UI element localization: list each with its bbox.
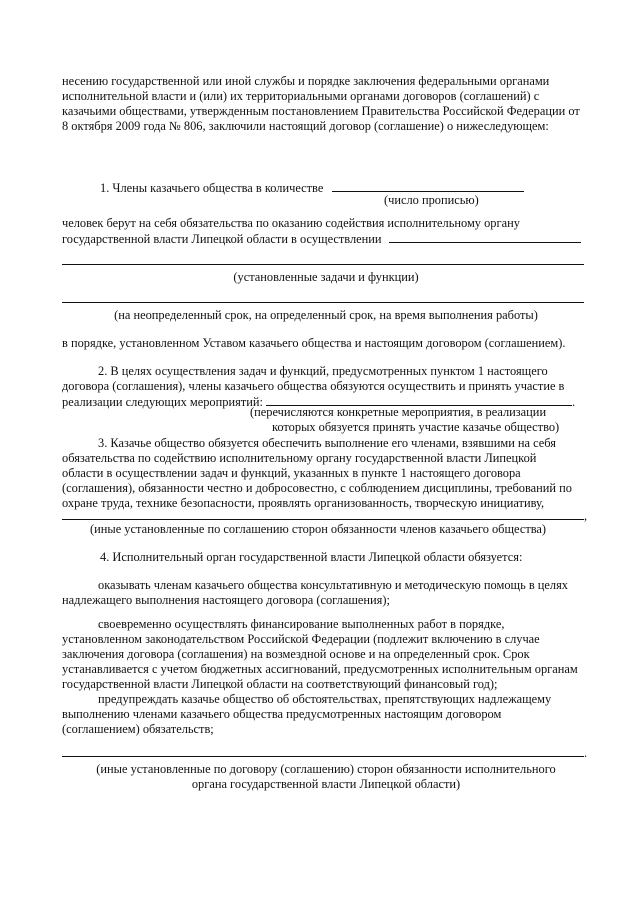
text-line: охране труда, технике безопасности, проявлять организованность, творческую инициативу,: [62, 496, 545, 510]
blank-line: [389, 231, 581, 243]
hint-line: органа государственной власти Липецкой области): [191, 777, 461, 791]
text-line: установленном законодательством Российской Федерации (подлежит включению в случае: [62, 632, 540, 646]
duties-hint: (иные установленные по соглашению сторон обязанности членов казачьего общества): [90, 522, 547, 536]
item-4-c: [62, 692, 590, 737]
text-line: (соглашения), обязанности честно и добросовестно, с соблюдением дисциплины, требований по: [62, 481, 572, 495]
item-4-b: [62, 617, 590, 692]
text-line: реализации следующих мероприятий: .: [62, 395, 576, 409]
obligations-hint: [62, 762, 590, 792]
item-2-paragraph: [62, 364, 590, 410]
text-line: исполнительной власти и (или) их территориальными органами договоров (соглашений) с: [62, 89, 540, 103]
item-1-body: [62, 216, 590, 247]
count-blank: [332, 180, 524, 192]
blank-line: [62, 508, 584, 520]
hint-line: которых обязуется принять участие казачье общество): [272, 420, 560, 434]
item-4-heading: 4. Исполнительный орган государственной власти Липецкой области обязуется:: [100, 550, 523, 564]
text-line: оказывать членам казачьего общества консультативную и методическую помощь в целях: [98, 578, 568, 592]
obligations-blank-row: .: [62, 745, 590, 761]
hint-line: (иные установленные по договору (соглашению) сторон обязанности исполнительного: [96, 762, 556, 776]
text-line: 3. Казачье общество обязуется обеспечить выполнение его членами, взявшими на себя: [98, 436, 556, 450]
text-line: 8 октября 2009 года № 806, заключили настоящий договор (соглашение) о нижеследующем:: [62, 119, 549, 133]
text-line: обязательства по содействию исполнительному органу государственной власти Липецкой: [62, 451, 537, 465]
term-blank-line: [62, 302, 584, 303]
text-line: договора (соглашения), члены казачьего общества обязуются осуществить и принять участие в: [62, 379, 565, 393]
text-line: [62, 231, 590, 247]
term-hint: (на неопределенный срок, на определенный срок, на время выполнения работы): [114, 308, 538, 322]
text-line: выполнению членами казачьего общества предусмотренных настоящим договором: [62, 707, 502, 721]
count-hint: (число прописью): [384, 193, 479, 207]
events-hint: [250, 405, 590, 435]
document-page: [62, 0, 590, 905]
item-1-text: 1. Члены казачьего общества в количестве: [100, 181, 324, 195]
text-fragment: реализации следующих мероприятий:: [62, 395, 263, 409]
text-line: своевременно осуществлять финансирование выполненных работ в порядке,: [98, 617, 505, 631]
text-line: человек берут на себя обязательства по оказанию содействия исполнительному органу: [62, 216, 520, 230]
tasks-blank-line: [62, 264, 584, 265]
text-line: надлежащего выполнения настоящего договора (соглашения);: [62, 593, 390, 607]
text-line: заключения договора (соглашения) на возмездной основе и на определенный срок. Срок: [62, 647, 530, 661]
item-4-a: [62, 578, 590, 608]
tasks-hint: (установленные задачи и функции): [233, 270, 419, 284]
text-line: предупреждать казачье общество об обстоятельствах, препятствующих надлежащему: [98, 692, 552, 706]
text-line: казачьими обществами, утвержденным постановлением Правительства Российской Федерации от: [62, 104, 580, 118]
duties-blank-row: ,: [62, 508, 590, 524]
text-line: (соглашением) обязательств;: [62, 722, 214, 736]
intro-paragraph: [62, 74, 590, 134]
text-line: 2. В целях осуществления задач и функций, предусмотренных пунктом 1 настоящего: [98, 364, 548, 378]
text-line: устанавливается с учетом бюджетных ассигнований, предусмотренных исполнительным органам: [62, 662, 578, 676]
blank-line: [62, 745, 584, 757]
item-3-paragraph: [62, 436, 590, 511]
text-fragment: государственной власти Липецкой области в осуществлении: [62, 232, 382, 246]
text-line: области в осуществлении задач и функций, указанных в пункте 1 настоящего договора: [62, 466, 521, 480]
text-line: несению государственной или иной службы и порядке заключения федеральными органами: [62, 74, 550, 88]
order-line: в порядке, установленном Уставом казачьего общества и настоящим договором (соглашением).: [62, 336, 566, 350]
hint-line: (перечисляются конкретные мероприятия, в реализации: [250, 405, 547, 419]
text-line: государственной власти Липецкой области на соответствующий финансовый год);: [62, 677, 498, 691]
